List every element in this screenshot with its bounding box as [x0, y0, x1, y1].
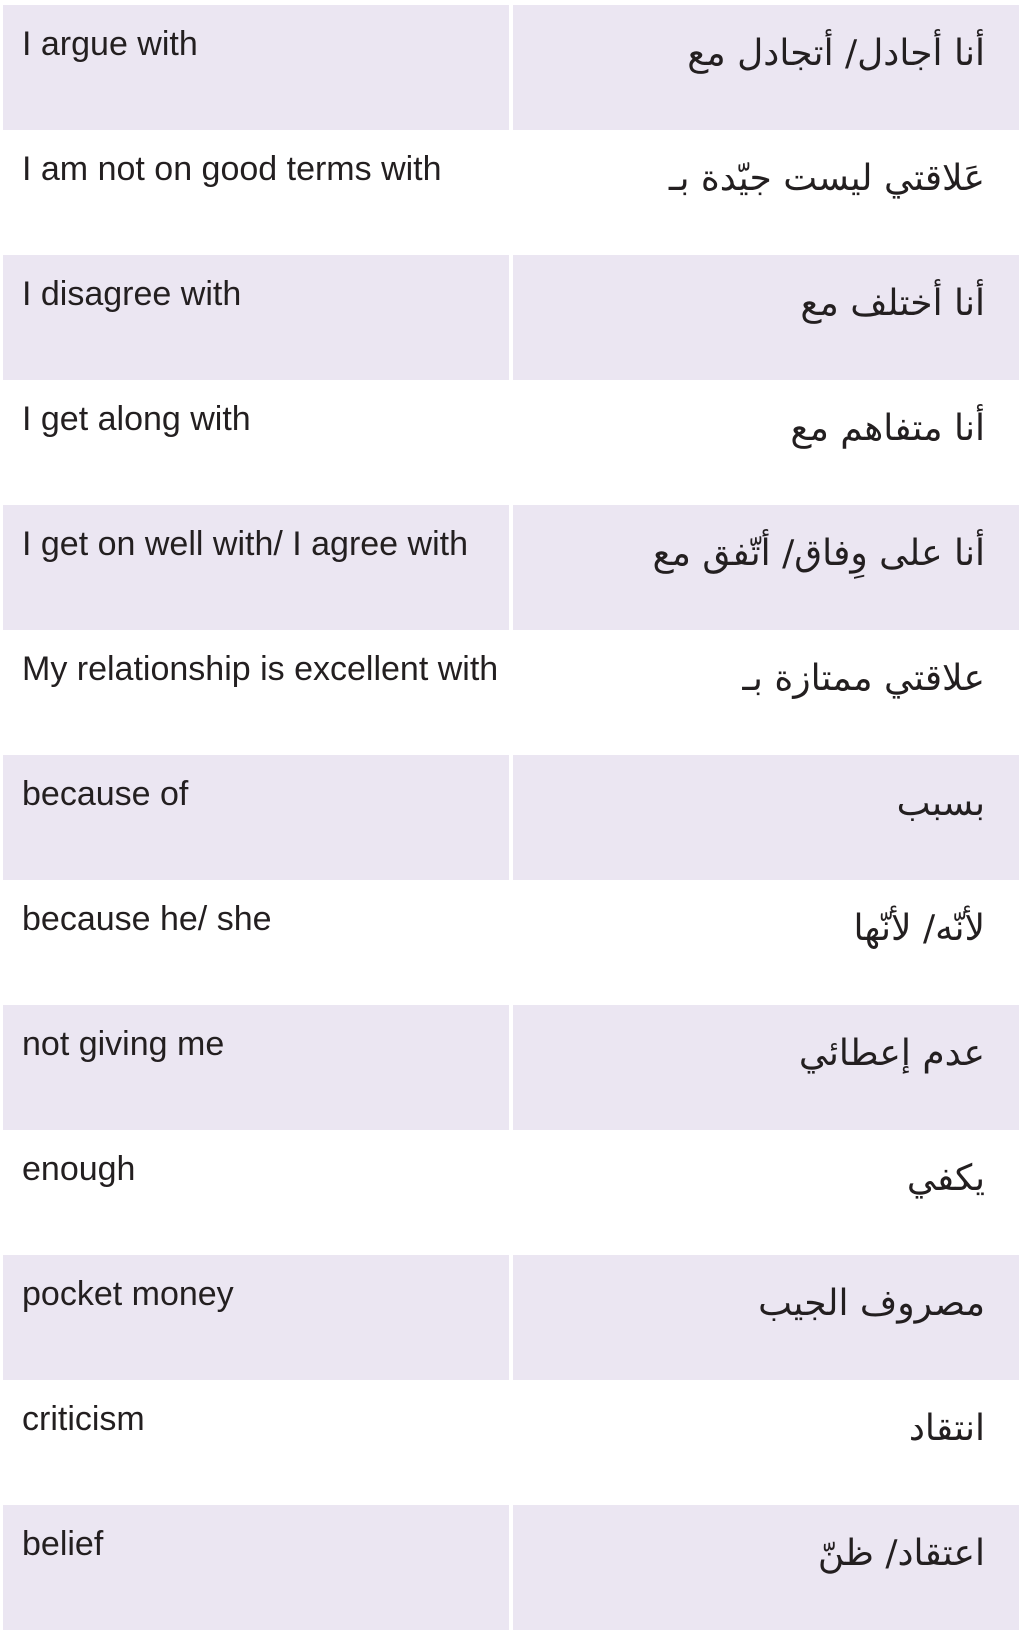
arabic-phrase: اعتقاد/ ظنّ	[513, 1505, 1019, 1630]
english-phrase: My relationship is excellent with	[3, 630, 509, 755]
english-phrase: pocket money	[3, 1255, 509, 1380]
arabic-phrase: لأنّه/ لأنّها	[513, 880, 1019, 1005]
arabic-phrase: عَلاقتي ليست جيّدة بـ	[513, 130, 1019, 255]
table-row	[3, 630, 1019, 755]
table-row	[3, 1130, 1019, 1255]
english-phrase: belief	[3, 1505, 509, 1630]
arabic-phrase: مصروف الجيب	[513, 1255, 1019, 1380]
english-phrase: I am not on good terms with	[3, 130, 509, 255]
table-row	[3, 255, 1019, 380]
arabic-phrase: أنا أجادل/ أتجادل مع	[513, 5, 1019, 130]
table-row	[3, 1505, 1019, 1630]
table-row	[3, 1005, 1019, 1130]
arabic-phrase: أنا أختلف مع	[513, 255, 1019, 380]
english-phrase: I get along with	[3, 380, 509, 505]
table-row	[3, 380, 1019, 505]
english-phrase: because of	[3, 755, 509, 880]
english-phrase: criticism	[3, 1380, 509, 1505]
english-phrase: not giving me	[3, 1005, 509, 1130]
arabic-phrase: عدم إعطائي	[513, 1005, 1019, 1130]
arabic-phrase: يكفي	[513, 1130, 1019, 1255]
table-row	[3, 1380, 1019, 1505]
english-phrase: enough	[3, 1130, 509, 1255]
arabic-phrase: أنا متفاهم مع	[513, 380, 1019, 505]
table-row	[3, 5, 1019, 130]
table-row	[3, 130, 1019, 255]
arabic-phrase: أنا على وِفاق/ أتّفق مع	[513, 505, 1019, 630]
arabic-phrase: علاقتي ممتازة بـ	[513, 630, 1019, 755]
english-phrase: I get on well with/ I agree with	[3, 505, 509, 630]
table-row	[3, 880, 1019, 1005]
english-phrase: because he/ she	[3, 880, 509, 1005]
vocabulary-table	[3, 5, 1019, 1630]
english-phrase: I disagree with	[3, 255, 509, 380]
table-row	[3, 1255, 1019, 1380]
english-phrase: I argue with	[3, 5, 509, 130]
arabic-phrase: بسبب	[513, 755, 1019, 880]
table-row	[3, 755, 1019, 880]
arabic-phrase: انتقاد	[513, 1380, 1019, 1505]
table-row	[3, 505, 1019, 630]
